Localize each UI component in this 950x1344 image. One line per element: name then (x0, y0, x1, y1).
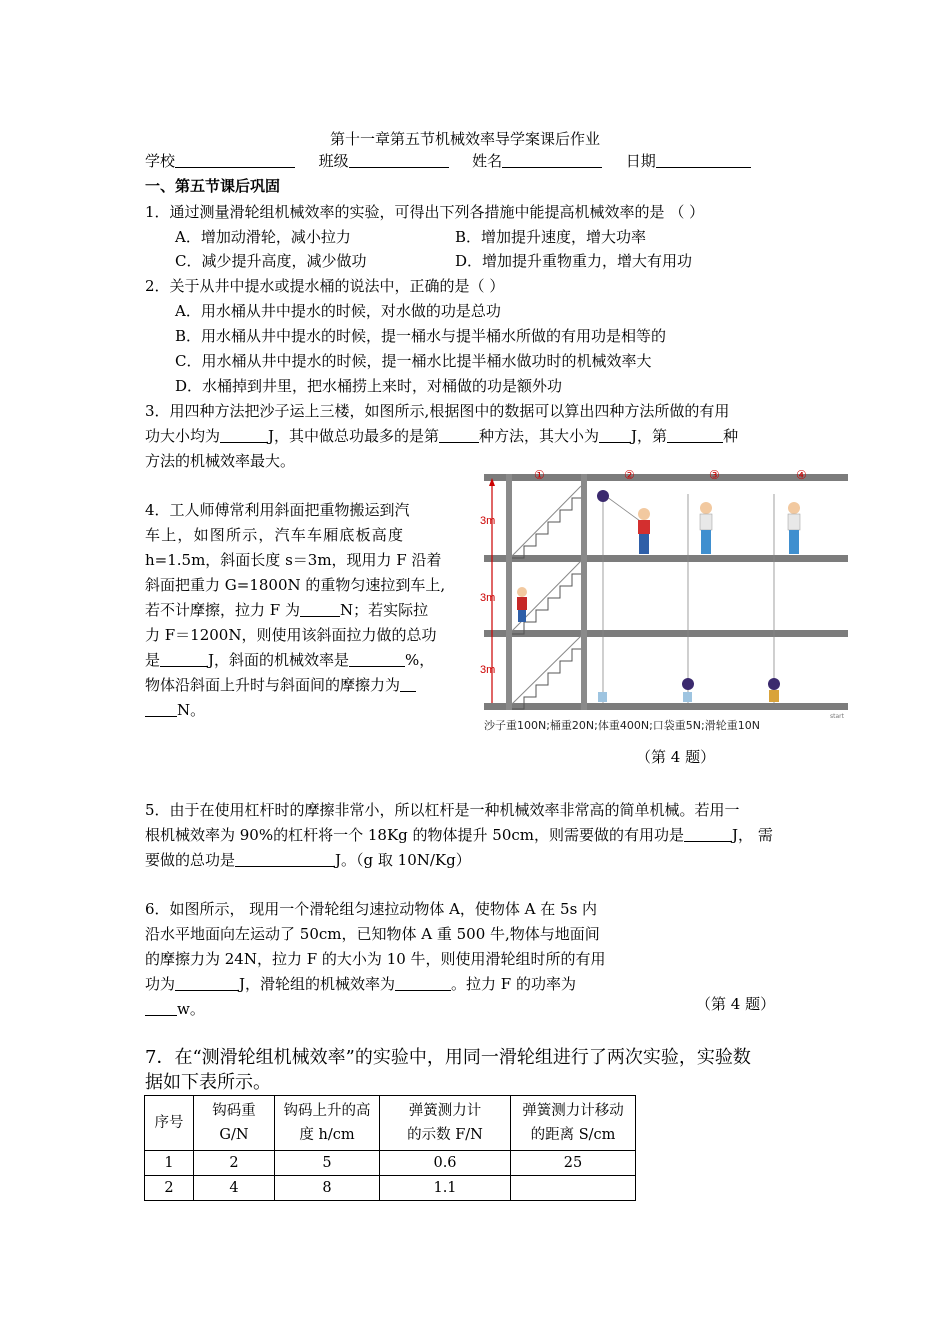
sack-4 (769, 690, 779, 702)
q5-line2 (145, 824, 773, 846)
q5-text-2b: J， 需 (732, 826, 773, 844)
q6-text-4b: J，滑轮组的机械效率为 (239, 975, 396, 993)
q4-blank-4a[interactable] (400, 675, 416, 692)
height-label-2: 3m (480, 592, 496, 604)
q6-line5 (145, 998, 205, 1020)
cell: 8 (275, 1176, 380, 1201)
table-row (145, 1176, 636, 1201)
q1-option-b: B．增加提升速度，增大功率 (455, 228, 647, 246)
experiment-table (144, 1095, 636, 1201)
school-blank[interactable] (175, 151, 295, 168)
floor-3 (484, 555, 848, 562)
floor-ground (484, 703, 848, 710)
height-label-3: 3m (480, 664, 496, 676)
q4-line9 (145, 699, 205, 721)
header-force: 弹簧测力计 的示数 F/N (380, 1096, 511, 1151)
sand-transport-figure (478, 466, 852, 744)
q5-text-3b: J。（g 取 10N/Kg） (335, 851, 471, 869)
date-blank[interactable] (656, 151, 751, 168)
movable-pulley-3 (682, 678, 694, 690)
header-index: 序号 (145, 1096, 194, 1151)
q4-line8 (145, 674, 416, 696)
q4-text-7c: %， (405, 651, 435, 669)
q4-text-7a: 是 (145, 651, 161, 669)
q1-option-a: A．增加动滑轮，减小拉力 (175, 228, 351, 246)
q4-blank-2[interactable] (160, 650, 208, 667)
section-heading: 一、第五节课后巩固 (145, 177, 281, 195)
q5-line1: 5．由于在使用杠杆时的摩擦非常小，所以杠杆是一种机械效率非常高的简单机械。若用一 (145, 801, 740, 819)
q6-text-4a: 功为 (145, 975, 176, 993)
table-header-row (145, 1096, 636, 1151)
q6-line4 (145, 973, 576, 995)
q4-line7 (145, 649, 434, 671)
q1-stem: 1．通过测量滑轮组机械效率的实验，可得出下列各措施中能提高机械效率的是 （ ） (145, 203, 705, 221)
q6-line2: 沿水平地面向左运动了 50cm，已知物体 A 重 500 牛,物体与地面间 (145, 925, 600, 943)
q2-option-c: C．用水桶从井中提水的时候，提一桶水比提半桶水做功时的机械效率大 (175, 352, 652, 370)
q3-line3: 方法的机械效率最大。 (145, 452, 296, 470)
q4-blank-1[interactable] (300, 600, 340, 617)
q4-line4: 斜面把重力 G=1800N 的重物匀速拉到车上, (145, 576, 446, 594)
cell: 0.6 (380, 1151, 511, 1176)
q4-blank-3[interactable] (349, 650, 405, 667)
q2-option-a: A．用水桶从井中提水的时候，对水做的功是总功 (175, 302, 501, 320)
cell: 1 (145, 1151, 194, 1176)
fixed-pulley (597, 490, 609, 502)
q3-blank-2[interactable] (439, 426, 479, 443)
worker-3 (701, 530, 711, 554)
q4-text-9: N。 (177, 701, 206, 719)
marker-3: ③ (709, 468, 720, 482)
q1-option-c: C．减少提升高度，减少做功 (175, 252, 367, 270)
cell: 1.1 (380, 1176, 511, 1201)
header-height: 钩码上升的高 度 h/cm (275, 1096, 380, 1151)
q4-line3: h=1.5m，斜面长度 s＝3m，现用力 F 沿着 (145, 551, 442, 569)
cell: 25 (511, 1151, 636, 1176)
height-label-1: 3m (480, 515, 496, 527)
q7-line1: 7．在“测滑轮组机械效率”的实验中，用同一滑轮组进行了两次实验，实验数 (145, 1047, 751, 1068)
marker-2: ② (624, 468, 635, 482)
name-blank[interactable] (502, 151, 602, 168)
page-title: 第十一章第五节机械效率导学案课后作业 (330, 130, 601, 148)
q4-line1: 4．工人师傅常利用斜面把重物搬运到汽 (145, 501, 410, 519)
school-label: 学校 (145, 152, 176, 170)
q2-option-d: D．水桶掉到井里，把水桶捞上来时，对桶做的功是额外功 (175, 377, 563, 395)
q2-option-b: B．用水桶从井中提水的时候，提一桶水与提半桶水所做的有用功是相等的 (175, 327, 667, 345)
q6-text-5: w。 (177, 1000, 205, 1018)
q3-text-c: 种方法，其大小为 (479, 427, 600, 445)
q2-stem: 2．关于从井中提水或提水桶的说法中，正确的是（ ） (145, 277, 505, 295)
figure-caption: 沙子重100N;桶重20N;体重400N;口袋重5N;滑轮重10N (484, 719, 760, 732)
q3-line2 (145, 425, 738, 447)
worker-4 (789, 530, 799, 554)
q4-line6: 力 F＝1200N，则使用该斜面拉力做的总功 (145, 626, 437, 644)
q3-text-e: 种 (723, 427, 739, 445)
class-label: 班级 (318, 152, 349, 170)
figure-label: （第 4 题） (636, 748, 716, 766)
person-stairs (517, 587, 527, 597)
q7-line2: 据如下表所示。 (145, 1072, 271, 1093)
header-fields (145, 150, 751, 172)
worker-2 (639, 534, 649, 554)
cell-empty[interactable] (511, 1176, 636, 1201)
q6-blank-2[interactable] (395, 974, 451, 991)
q6-text-4c: 。拉力 F 的功率为 (451, 975, 576, 993)
q4-blank-4b[interactable] (145, 700, 177, 717)
q5-blank-1[interactable] (684, 825, 732, 842)
q3-text-b: J，其中做总功最多的是第 (268, 427, 440, 445)
name-label: 姓名 (472, 152, 503, 170)
header-distance: 弹簧测力计移动 的距离 S/cm (511, 1096, 636, 1151)
movable-pulley-4 (768, 678, 780, 690)
q3-text-d: J，第 (631, 427, 668, 445)
q3-blank-4[interactable] (667, 426, 723, 443)
q5-text-2a: 根机械效率为 90%的杠杆将一个 18Kg 的物体提升 50cm，则需要做的有用功是 (145, 826, 685, 844)
floor-2 (484, 630, 848, 637)
q6-figure-label: （第 4 题） (696, 995, 776, 1013)
table-row (145, 1151, 636, 1176)
cell: 2 (194, 1151, 275, 1176)
q3-blank-3[interactable] (599, 426, 631, 443)
q5-text-3a: 要做的总功是 (145, 851, 236, 869)
q4-line2: 车上，如图所示，汽车车厢底板高度 (145, 526, 405, 544)
q3-text-a: 功大小均为 (145, 427, 221, 445)
q3-blank-1[interactable] (220, 426, 268, 443)
start-label: start (830, 713, 844, 720)
q3-line1: 3．用四种方法把沙子运上三楼，如图所示,根据图中的数据可以算出四种方法所做的有用 (145, 402, 730, 420)
q4-text-5a: 若不计摩擦，拉力 F 为 (145, 601, 300, 619)
q6-line3: 的摩擦力为 24N，拉力 F 的大小为 10 牛，则使用滑轮组时所的有用 (145, 950, 606, 968)
marker-1: ① (534, 468, 545, 482)
cell: 2 (145, 1176, 194, 1201)
q1-option-d: D．增加提升重物重力，增大有用功 (455, 252, 693, 270)
header-weight: 钩码重 G/N (194, 1096, 275, 1151)
cell: 5 (275, 1151, 380, 1176)
q4-text-7b: J，斜面的机械效率是 (208, 651, 350, 669)
bucket-3 (683, 692, 692, 702)
date-label: 日期 (625, 152, 656, 170)
bucket-1 (598, 692, 607, 702)
q4-line5 (145, 599, 428, 621)
marker-4: ④ (796, 468, 807, 482)
q4-text-8: 物体沿斜面上升时与斜面间的摩擦力为 (145, 676, 401, 694)
q4-text-5b: N；若实际拉 (339, 601, 429, 619)
q5-line3 (145, 849, 471, 871)
q6-line1: 6．如图所示， 现用一个滑轮组匀速拉动物体 A，使物体 A 在 5s 内 (145, 900, 598, 918)
q6-blank-1[interactable] (175, 974, 239, 991)
class-blank[interactable] (349, 151, 449, 168)
cell: 4 (194, 1176, 275, 1201)
q5-blank-2[interactable] (235, 850, 335, 867)
q6-blank-3[interactable] (145, 999, 177, 1016)
